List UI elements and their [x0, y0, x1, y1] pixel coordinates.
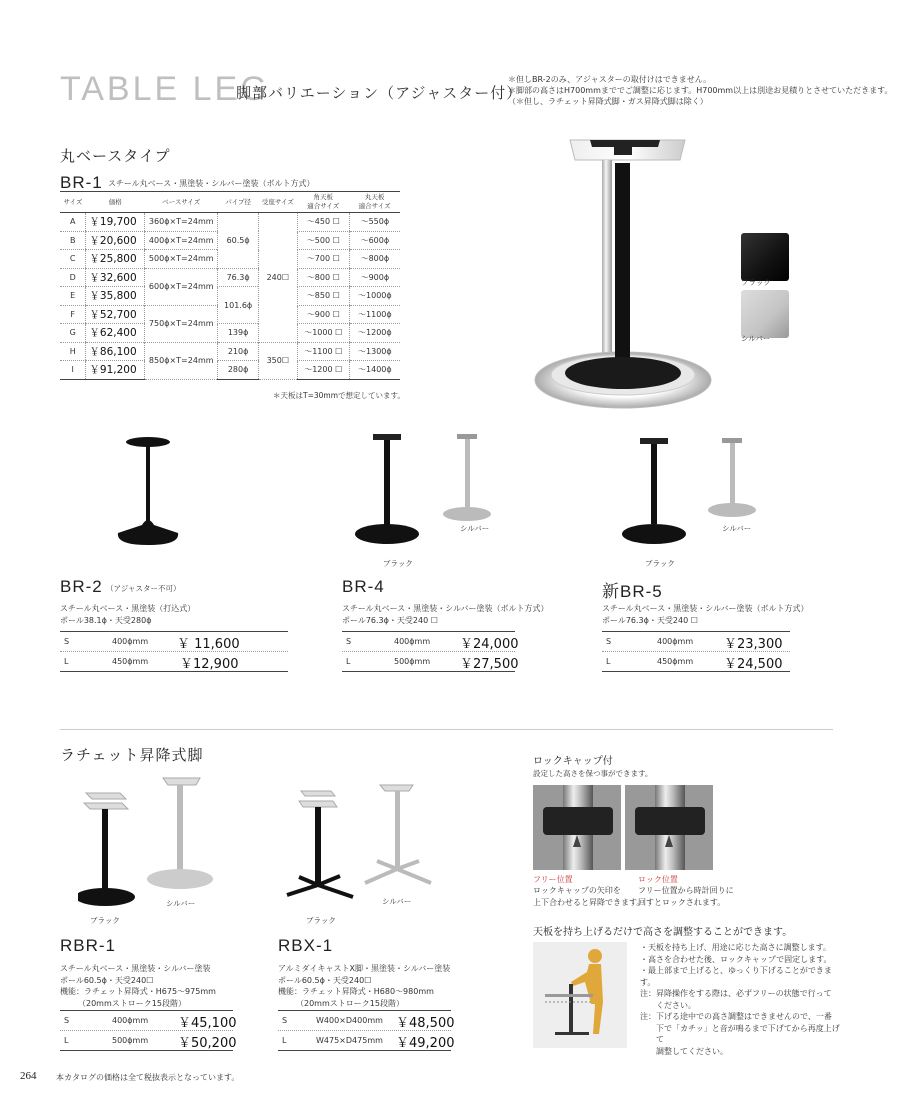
cell-price: ￥19,700 — [86, 213, 145, 232]
cell-kaku: ～700 ☐ — [297, 250, 349, 269]
table-header-row — [60, 192, 400, 213]
note-line: ＊脚部の高さはH700mmまででご調整に応じます。H700mm以上は別途お見積りとさせていただきます。 — [508, 86, 893, 95]
section-divider — [60, 729, 833, 730]
cell-kaku: ～850 ☐ — [297, 287, 349, 306]
desc-line: ポール76.3ϕ・天受240 ☐ — [342, 615, 438, 625]
section-title-ratchet: ラチェット昇降式脚 — [60, 746, 204, 764]
cell-price: ￥12,900 — [180, 657, 239, 672]
br4-product-image — [355, 432, 495, 552]
footer-note: 本カタログの価格は全て税抜表示となっています。 — [56, 1073, 240, 1082]
table-row — [342, 632, 519, 652]
cell-dim: 400ϕmm — [112, 637, 149, 646]
cell-size: I — [60, 361, 86, 380]
page-title: TABLE LEG — [60, 70, 270, 108]
br1-product-image — [530, 135, 730, 413]
table-row — [60, 632, 288, 652]
cell-size: E — [60, 287, 86, 306]
cell-size: L — [282, 1036, 287, 1045]
table-row — [60, 213, 400, 232]
desc-line: スチール丸ベース・黒塗装・シルバー塗装（ボルト方式） — [342, 604, 549, 613]
cell-price: ￥24,000 — [460, 637, 519, 652]
model-rbr1: RBR-1 — [60, 936, 117, 955]
rbr1-desc — [60, 963, 216, 1009]
cell-price: ￥86,100 — [86, 342, 145, 361]
page-subtitle: 脚部バリエーション（アジャスター付） — [236, 84, 523, 102]
col-header: 価格 — [86, 192, 145, 213]
cell-size: L — [64, 1036, 69, 1045]
cell-maru: ～600ϕ — [349, 231, 400, 250]
table-row — [60, 1011, 237, 1031]
note-line: 下で「カチッ」と音が鳴るまで下げてから再度上げて — [656, 1023, 840, 1044]
rbx1-price-table — [278, 1010, 455, 1051]
cell-dim: 400ϕmm — [657, 637, 694, 646]
cell-price: ￥ 11,600 — [177, 637, 240, 652]
bullet-line: ・高さを合わせた後、ロックキャップで固定します。 — [640, 954, 832, 964]
table-row — [602, 632, 790, 652]
cell-kaku: ～450 ☐ — [297, 213, 349, 232]
br4-silver-label: シルバー — [460, 524, 490, 533]
cell-size: S — [346, 637, 352, 646]
col-header: 丸天板 適合サイズ — [349, 192, 400, 213]
table-row — [60, 342, 400, 361]
cell-dim: 450ϕmm — [657, 657, 694, 666]
free-position-desc — [533, 885, 644, 908]
note-line: 調整してください。 — [656, 1046, 728, 1056]
col-header: 角天板 適合サイズ — [297, 192, 349, 213]
swatch-silver — [741, 290, 789, 338]
br5-black-label: ブラック — [645, 559, 675, 568]
lock-position-label — [638, 874, 678, 885]
rbx1-product-image — [285, 783, 445, 913]
desc-line: ポール38.1ϕ・天受280ϕ — [60, 615, 152, 625]
lockcap-subtitle: 設定した高さを保つ事ができます。 — [533, 769, 653, 778]
table-row — [602, 652, 790, 671]
br4-desc — [342, 603, 549, 626]
br2-note: （アジャスター不可） — [106, 584, 181, 593]
cell-price: ￥23,300 — [724, 637, 783, 652]
cell-price: ￥91,200 — [86, 361, 145, 380]
table-row — [60, 652, 288, 671]
model-br5: 新BR-5 — [602, 582, 663, 601]
page-number: 264 — [20, 1070, 37, 1082]
cell-size: C — [60, 250, 86, 269]
cell-pipe: 280ϕ — [218, 361, 258, 380]
lockcap-photo — [533, 785, 713, 870]
br2-desc — [60, 603, 195, 626]
col-header: サイズ — [60, 192, 86, 213]
cell-base: 360ϕ×T=24mm — [145, 213, 218, 232]
cell-pipe: 101.6ϕ — [218, 287, 258, 324]
swatch-silver-label: シルバー — [741, 334, 771, 343]
cell-size: L — [606, 657, 611, 666]
cell-size: S — [282, 1016, 288, 1025]
cell-kaku: ～1100 ☐ — [297, 342, 349, 361]
table-row — [278, 1031, 455, 1051]
cell-kaku: ～1200 ☐ — [297, 361, 349, 380]
cell-size: D — [60, 268, 86, 287]
cell-dim: 500ϕmm — [394, 657, 431, 666]
cell-price: ￥24,500 — [724, 657, 783, 672]
table-row — [342, 652, 519, 672]
note-line: ください。 — [656, 1000, 696, 1010]
desc-line: フリー位置から時計回りに — [638, 886, 734, 895]
model-br4: BR-4 — [342, 577, 385, 596]
cell-maru: ～1300ϕ — [349, 342, 400, 361]
cell-price: ￥27,500 — [460, 657, 519, 672]
rbr1-price-table — [60, 1010, 237, 1051]
cell-price: ￥48,500 — [396, 1016, 455, 1031]
cell-size: B — [60, 231, 86, 250]
table-row — [60, 324, 400, 343]
note-line: 注：昇降操作をする際は、必ずフリーの状態で行って — [640, 989, 832, 998]
cell-base: 500ϕ×T=24mm — [145, 250, 218, 269]
swatch-black — [741, 233, 789, 281]
table-row — [60, 1031, 237, 1051]
rbx1-silver-label: シルバー — [382, 897, 412, 906]
adjust-bullets — [640, 942, 840, 1057]
desc-line: ポール60.5ϕ・天受240☐ — [60, 975, 154, 985]
cell-kaku: ～500 ☐ — [297, 231, 349, 250]
cell-base: 750ϕ×T=24mm — [145, 305, 218, 342]
cell-size: L — [64, 657, 69, 666]
model-br1: BR-1 — [60, 173, 103, 192]
desc-line: ポール60.5ϕ・天受240☐ — [278, 975, 372, 985]
rbr1-product-image — [78, 775, 228, 915]
col-header: 受座サイズ — [258, 192, 297, 213]
cell-size: S — [606, 637, 612, 646]
br1-spec-table — [60, 191, 400, 380]
lockcap-title: ロックキャップ付 — [533, 756, 613, 767]
cell-pipe: 60.5ϕ — [218, 213, 258, 269]
lock-label-text: ロック位置 — [638, 875, 678, 884]
desc-line: 上下合わせると昇降できます。 — [533, 897, 645, 907]
cell-size: F — [60, 305, 86, 324]
model-br2: BR-2 — [60, 577, 103, 596]
table-row — [278, 1011, 455, 1031]
cell-size: A — [60, 213, 86, 232]
table-row — [60, 287, 400, 306]
section-title-round-base: 丸ベースタイプ — [60, 147, 171, 165]
free-position-label — [533, 874, 573, 885]
cell-price: ￥45,100 — [178, 1016, 237, 1031]
cell-kaku: ～900 ☐ — [297, 305, 349, 324]
br5-desc — [602, 603, 809, 626]
cell-maru: ～1400ϕ — [349, 361, 400, 380]
cell-size: L — [346, 657, 351, 666]
cell-size: H — [60, 342, 86, 361]
cell-size: S — [64, 1016, 70, 1025]
cell-kaku: ～800 ☐ — [297, 268, 349, 287]
br2-price-table — [60, 631, 288, 672]
desc-line: 機能：ラチェット昇降式・H680～980mm — [278, 987, 434, 996]
br2-product-image — [108, 435, 188, 550]
cell-pipe: 210ϕ — [218, 342, 258, 361]
cell-dim: W475×D475mm — [316, 1036, 383, 1045]
table-row — [60, 268, 400, 287]
bullet-line: ・天板を持ち上げ、用途に応じた高さに調整します。 — [640, 943, 832, 952]
br5-silver-label: シルバー — [722, 524, 752, 533]
note-line: 注：下げる途中での高さ調整はできませんので、一番 — [640, 1012, 832, 1021]
br1-desc: スチール丸ベース・黒塗装・シルバー塗装（ボルト方式） — [108, 179, 315, 188]
cell-maru: ～800ϕ — [349, 250, 400, 269]
desc-line: スチール丸ベース・黒塗装・シルバー塗装（ボルト方式） — [602, 604, 809, 613]
desc-line: スチール丸ベース・黒塗装（打込式） — [60, 604, 196, 613]
cell-base: 400ϕ×T=24mm — [145, 231, 218, 250]
cell-price: ￥62,400 — [86, 324, 145, 343]
desc-line: ロックキャップの矢印を — [533, 886, 621, 895]
cell-price: ￥20,600 — [86, 231, 145, 250]
cell-maru: ～1200ϕ — [349, 324, 400, 343]
desc-line: ポール76.3ϕ・天受240 ☐ — [602, 615, 698, 625]
table-row — [60, 361, 400, 380]
cell-dim: 450ϕmm — [112, 657, 149, 666]
free-label-text: フリー位置 — [533, 875, 573, 884]
cell-seat: 350☐ — [258, 342, 297, 379]
col-header: パイプ径 — [218, 192, 258, 213]
lock-position-desc — [638, 885, 734, 908]
cell-price: ￥25,800 — [86, 250, 145, 269]
cell-dim: 400ϕmm — [394, 637, 431, 646]
note-line: ＊但しBR-2のみ、アジャスターの取付けはできません。 — [508, 75, 712, 84]
note-line: （＊但し、ラチェット昇降式脚・ガス昇降式脚は除く） — [508, 97, 708, 106]
br4-black-label: ブラック — [383, 559, 413, 568]
cell-kaku: ～1000 ☐ — [297, 324, 349, 343]
table-note: ＊天板はT=30mmで想定しています。 — [273, 391, 405, 400]
cell-size: G — [60, 324, 86, 343]
desc-line: アルミダイキャストX脚・黒塗装・シルバー塗装 — [278, 964, 451, 973]
cell-price: ￥35,800 — [86, 287, 145, 306]
cell-base: 600ϕ×T=24mm — [145, 268, 218, 305]
cell-price: ￥49,200 — [396, 1036, 455, 1051]
cell-maru: ～900ϕ — [349, 268, 400, 287]
cell-price: ￥32,600 — [86, 268, 145, 287]
desc-line: スチール丸ベース・黒塗装・シルバー塗装 — [60, 964, 211, 973]
br5-price-table — [602, 631, 790, 672]
cell-base: 850ϕ×T=24mm — [145, 342, 218, 379]
desc-line: 回すとロックされます。 — [638, 897, 726, 907]
rbx1-desc — [278, 963, 450, 1009]
cell-maru: ～1000ϕ — [349, 287, 400, 306]
br4-price-table — [342, 631, 519, 672]
rbr1-silver-label: シルバー — [166, 899, 196, 908]
cell-price: ￥50,200 — [178, 1036, 237, 1051]
cell-size: S — [64, 637, 70, 646]
col-header: ベースサイズ — [145, 192, 218, 213]
cell-price: ￥52,700 — [86, 305, 145, 324]
rbr1-black-label: ブラック — [90, 916, 120, 925]
cell-dim: W400×D400mm — [316, 1016, 383, 1025]
cell-pipe: 139ϕ — [218, 324, 258, 343]
cell-maru: ～1100ϕ — [349, 305, 400, 324]
desc-line: （20mmストローク15段階） — [78, 998, 186, 1008]
bullet-line: ・最上部まで上げると、ゆっくり下げることができます。 — [640, 966, 832, 987]
cell-dim: 500ϕmm — [112, 1036, 149, 1045]
cell-dim: 400ϕmm — [112, 1016, 149, 1025]
swatch-black-label: ブラック — [741, 278, 771, 287]
model-rbx1: RBX-1 — [278, 936, 334, 955]
rbx1-black-label: ブラック — [306, 916, 336, 925]
adjust-illustration — [533, 942, 627, 1048]
cell-pipe: 76.3ϕ — [218, 268, 258, 287]
header-notes — [508, 74, 892, 107]
desc-line: 機能：ラチェット昇降式・H675～975mm — [60, 987, 216, 996]
adjust-title: 天板を持ち上げるだけで高さを調整することができます。 — [533, 927, 793, 938]
desc-line: （20mmストローク15段階） — [296, 998, 404, 1008]
cell-maru: ～550ϕ — [349, 213, 400, 232]
cell-seat: 240☐ — [258, 213, 297, 343]
